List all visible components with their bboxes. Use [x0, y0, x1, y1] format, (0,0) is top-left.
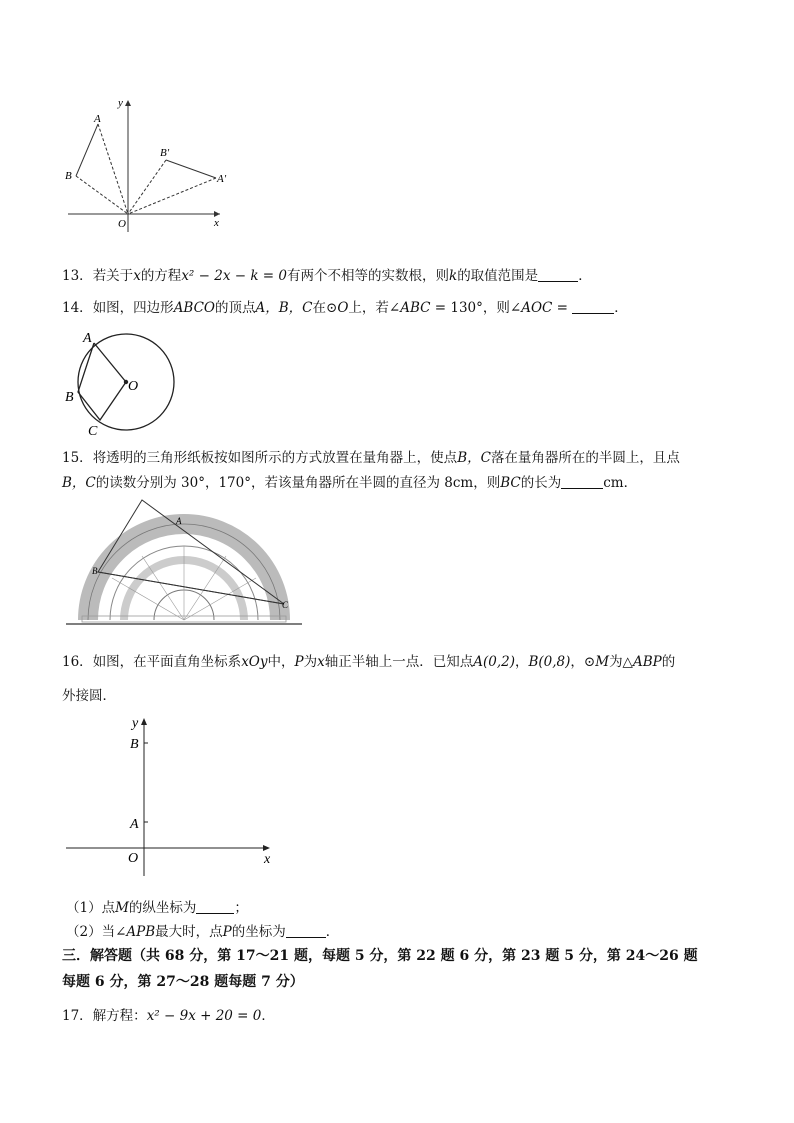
segment-ab [76, 124, 98, 176]
question-15: 15．将透明的三角形纸板按如图所示的方式放置在量角器上，使点B，C落在量角器所在的半圆上，且点 [62, 450, 680, 466]
circle-figure [62, 326, 182, 438]
question-13: 13．若关于x的方程x² − 2x − k = 0有两个不相等的实数根，则k的取值范围是 ． [62, 268, 592, 284]
rotation-figure [62, 96, 242, 232]
label-a-prime: A′ [217, 173, 227, 185]
question-16-line2: 外接圆． [62, 688, 116, 704]
section-3-heading-line2: 每题 6 分，第 27～28 题每题 7 分） [62, 974, 304, 990]
label-x: x [264, 852, 271, 867]
coordinate-figure [62, 710, 284, 880]
label-a: A [176, 516, 182, 526]
question-16-part1: （1）点M的纵坐标为 ； [66, 900, 248, 916]
question-16-part2: （2）当∠APB最大时，点P的坐标为 ． [66, 924, 340, 940]
label-a: A [83, 331, 92, 346]
section-3-heading: 三．解答题（共 68 分，第 17～21 题，每题 5 分，第 22 题 6 分，第 23 题 5 分，第 24～26 题 [62, 948, 698, 964]
label-c: C [88, 424, 98, 438]
label-o: O [128, 379, 139, 394]
label-b-prime: B′ [160, 147, 170, 159]
question-17: 17．解方程：x² − 9x + 20 = 0． [62, 1008, 275, 1024]
question-15-line2: B，C的读数分别为 30°，170°，若该量角器所在半圆的直径为 8cm，则BC的长为 cm． [62, 475, 638, 491]
label-y: y [132, 716, 139, 731]
label-x: x [214, 217, 219, 229]
label-a: A [130, 817, 139, 832]
label-o: O [128, 851, 139, 866]
question-16: 16．如图，在平面直角坐标系xOy中，P为x轴正半轴上一点．已知点A(0,2)，B(0,8)，⊙M为△ABP的 [62, 654, 676, 670]
label-c: C [282, 600, 289, 610]
answer-blank[interactable] [196, 899, 234, 914]
protractor-figure [62, 498, 306, 632]
segment-a2b2 [166, 160, 216, 178]
answer-blank[interactable] [561, 474, 603, 489]
question-14: 14．如图，四边形ABCO的顶点A，B，C在⊙O上，若∠ABC = 130°，则∠AOC = ． [62, 300, 628, 316]
label-b: B [65, 170, 72, 182]
answer-blank[interactable] [538, 267, 578, 282]
label-b: B [92, 566, 98, 576]
label-y: y [118, 97, 123, 109]
answer-blank[interactable] [572, 299, 614, 314]
answer-blank[interactable] [286, 923, 326, 938]
label-a: A [94, 113, 101, 125]
label-b: B [130, 737, 139, 752]
label-o: O [118, 218, 126, 230]
label-b: B [65, 390, 74, 405]
